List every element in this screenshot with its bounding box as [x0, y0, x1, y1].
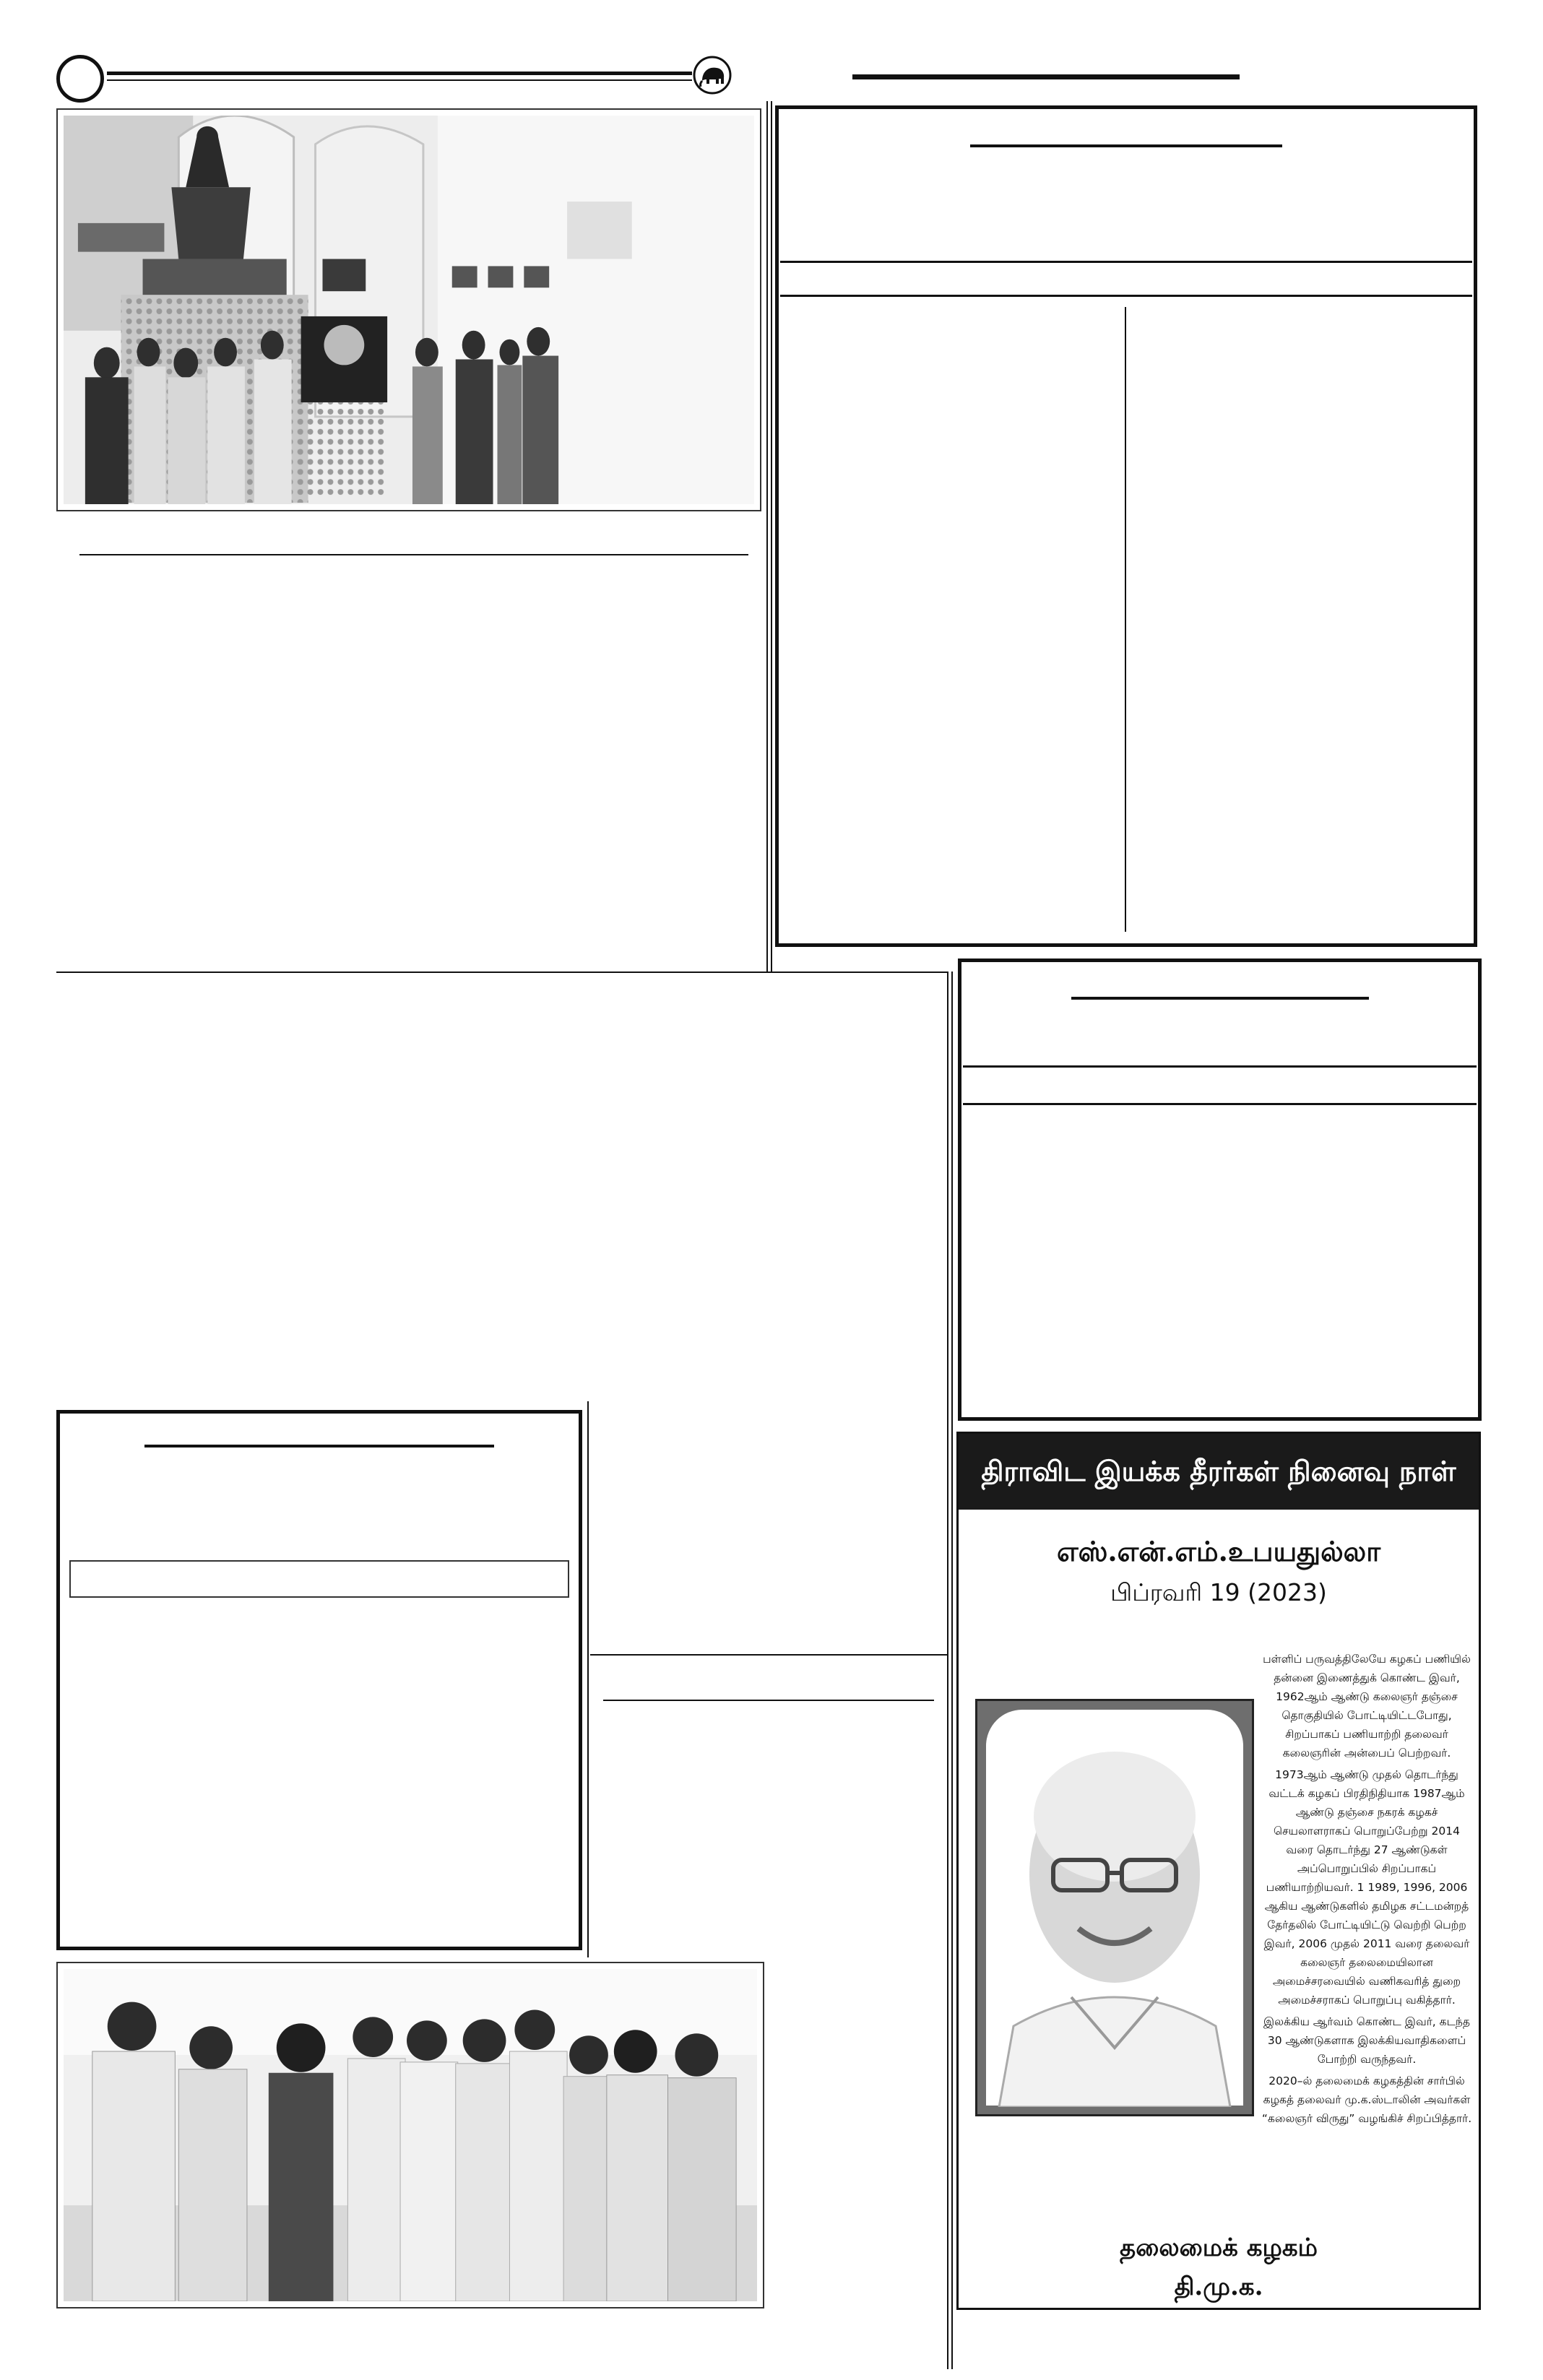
lower-left-side-rule [587, 1401, 589, 1957]
memorial-person-name: எஸ்.என்.எம்.உபயதுல்லா [1056, 1535, 1381, 1567]
mid-section-rule [56, 972, 947, 973]
signature-line-1: தலைமைக் கழகம் [1120, 2233, 1318, 2262]
memorial-paragraph: 2020–ல் தலைமைக் கழகத்தின் சார்பில் கழகத் தலைவர் மு.க.ஸ்டாலின் அவர்கள் “கலைஞர் விருது” வழங்கிச் சிறப்பித்தார். [1261, 2074, 1472, 2125]
lower-left-subhead-box [69, 1560, 569, 1598]
mid-right-title-rule [1071, 997, 1369, 1000]
memorial-paragraph: 1973ஆம் ஆண்டு முதல் தொடர்ந்து வட்டக் கழகப் பிரதிநிதியாக 1987ஆம் ஆண்டு தஞ்சை நகரக் கழகச் செயலாளராகப் பொறுப்பேற்று 2014 வரை தொடர்ந்து 27 ஆண்டுகள் அப்பொறுப்பில் சிறப்பாகப் பணியாற்றியவர். 1 1989, 1996, 2006 ஆகிய ஆண்டுகளில் தமிழக சட்டமன்றத் தேர்தலில் போட்டியிட்டு வெற்றி பெற்ற இவர், 2006 முதல் 2011 வரை தலைவர் கலைஞர் தலைமையிலான அமைச்சரவையில் வணிகவரித் துறை அமைச்சராகப் பொறுப்பு வகித்தார். [1263, 1768, 1470, 2007]
elephant-emblem-icon [692, 55, 732, 95]
memorial-date: பிப்ரவரி 19 (2023) [1110, 1578, 1327, 1606]
memorial-banner-title: திராவிட இயக்க தீரர்கள் நினைவு நாள் [981, 1455, 1456, 1487]
memorial-portrait-frame [975, 1699, 1254, 2116]
mid-right-divider-a [963, 1065, 1477, 1068]
top-right-divider-b [780, 295, 1472, 297]
lower-column-divider-2 [951, 972, 953, 2369]
memorial-paragraph: பள்ளிப் பருவத்திலேயே கழகப் பணியில் தன்னை இணைத்துக் கொண்ட இவர், 1962ஆம் ஆண்டு கலைஞர் தஞ்சை தொகுதியில் போட்டியிட்டபோது, சிறப்பாகப் பணியாற்றி தலைவர் கலைஞரின் அன்பைப் பெற்றவர். [1263, 1653, 1471, 1760]
top-column-divider-2 [771, 101, 772, 972]
header-rule-right [852, 74, 1240, 79]
center-headline-rule [603, 1700, 934, 1701]
lower-left-article-box [56, 1410, 582, 1950]
top-right-divider-a [780, 261, 1472, 263]
statue-tribute-photo [56, 108, 761, 511]
lower-column-divider [947, 972, 948, 2369]
page-number-circle [56, 55, 104, 103]
top-right-title-rule [970, 144, 1282, 147]
left-headline-rule [79, 554, 748, 555]
lower-left-title-rule [144, 1445, 494, 1448]
mid-right-divider-b [963, 1103, 1477, 1105]
header-rule-bottom [107, 79, 692, 81]
header-rule-top [107, 72, 692, 75]
top-right-column-split [1125, 307, 1126, 932]
top-right-article-box [775, 105, 1477, 947]
memorial-signature [968, 2228, 1469, 2306]
memorial-biography [1258, 1650, 1475, 2131]
center-section-rule [590, 1654, 947, 1656]
memorial-banner [959, 1434, 1479, 1510]
group-meeting-photo [56, 1962, 764, 2308]
signature-line-2: தி.மு.க. [1174, 2272, 1263, 2301]
mid-right-article-box [958, 959, 1482, 1421]
memorial-paragraph: இலக்கிய ஆர்வம் கொண்ட இவர், கடந்த 30 ஆண்டுகளாக இலக்கியவாதிகளைப் போற்றி வருந்தவர். [1263, 2015, 1470, 2066]
top-column-divider [766, 101, 768, 972]
